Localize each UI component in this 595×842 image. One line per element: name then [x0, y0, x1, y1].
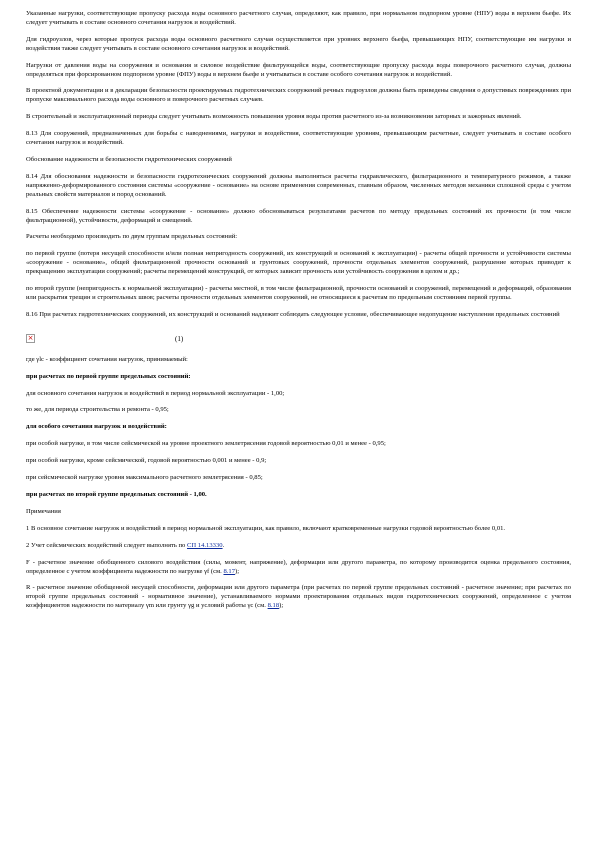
coefficient-heading: для особого сочетания нагрузок и воздействий:	[26, 423, 167, 431]
coefficient-line: где γlc - коэффициент сочетания нагрузок, принимаемый:	[26, 355, 188, 363]
formula-row	[26, 328, 571, 350]
coefficient-line: для основного сочетания нагрузок и воздействий в период нормальной эксплуатации - 1,00;	[26, 389, 285, 397]
paragraph: Указанные нагрузки, соответствующие пропуску расхода воды основного расчетного случая, определяют, как правило, при нормальном подпорном уровне (НПУ) воды в верхнем бьефе. Их следует учитывать в составе основного сочетания нагрузок и воздействий.	[26, 10, 571, 26]
paragraph: 8.16 При расчетах гидротехнических сооружений, их конструкций и оснований надлежит соблюдать следующее условие, обеспечивающее недопущение наступления предельных состояний	[26, 310, 560, 318]
note-2-text: 2 Учет сейсмических воздействий следует выполнять по	[26, 541, 187, 549]
paragraph: В проектной документации и в декларации безопасности проектируемых гидротехнических сооружений речных гидроузлов должны быть приведены сведения о допустимых повреждениях при пропуске максимального расхода воды основного и поверочного расчетных случаев.	[26, 87, 571, 104]
definition-r-end: );	[279, 602, 284, 610]
coefficient-line: при особой нагрузке, в том числе сейсмической на уровне проектного землетрясения годовой вероятностью 0,01 и менее - 0,95;	[26, 440, 386, 448]
definition-r	[26, 584, 571, 611]
broken-image-icon: ×	[27, 334, 34, 343]
definition-r-text: R - расчетное значение обобщенной несущей способности, деформации или другого параметра (при расчетах по первой группе предельных состояний - расчетное значение; при расчетах по второй группе предельных состояний - нормативное значение), устанавливаемого нормами проектирования отдельных видов гидротехнических сооружений, определенное с учетом коэффициентов надежности по материалу γm или грунту γg и условий работы γc (см.	[26, 584, 571, 610]
paragraph: 8.15 Обеспечение надежности системы «сооружение - основание» должно обосновываться результатами расчетов по методу предельных состояний их прочности (в том числе фильтрационной), устойчивости, деформаций и смещений.	[26, 207, 571, 224]
link-sp-14-13330[interactable]: СП 14.13330	[187, 541, 223, 549]
definition-f-end: );	[235, 567, 240, 575]
section-heading: Обоснование надежности и безопасности гидротехнических сооружений	[26, 155, 232, 163]
paragraph: Расчеты необходимо производить по двум группам предельных состояний:	[26, 233, 238, 241]
paragraph: В строительный и эксплуатационный периоды следует учитывать возможность повышения уровня воды против расчетного из-за возникновения заторных и зажорных явлений.	[26, 113, 522, 121]
paragraph: по первой группе (потеря несущей способности и/или полная непригодность сооружений, их конструкций и оснований к эксплуатации) - расчеты общей прочности и устойчивости системы «сооружение - основание», общей фильтрационной прочности оснований и грунтовых сооружений, прочности отдельных элементов сооружений, разрушение которых приводит к прекращению эксплуатации сооружений; расчеты перемещений конструкций, от которых зависит прочность или устойчивость сооружения в целом и др.;	[26, 250, 571, 276]
paragraph: Для гидроузлов, через которые пропуск расхода воды основного расчетного случая осуществляется при уровнях верхнего бьефа, превышающих НПУ, соответствующие им нагрузки и воздействия также следует учитывать в составе основного сочетания нагрузок и воздействий.	[26, 35, 571, 52]
note-1: 1 В основное сочетание нагрузок и воздействий в период нормальной эксплуатации, как правило, включают кратковременные нагрузки годовой вероятностью более 0,01.	[26, 524, 506, 532]
coefficient-heading: при расчетах по второй группе предельных состояний - 1,00.	[26, 491, 207, 498]
coefficient-line: при сейсмической нагрузке уровня максимального расчетного землетрясения - 0,85;	[26, 474, 263, 482]
paragraph: 8.14 Для обоснования надежности и безопасности гидротехнических сооружений должны выполняться расчеты гидравлического, фильтрационного и температурного режимов, а также напряженно-деформированного состояния системы «сооружение - основание» на основе применения современных, главным образом, численных методов механики сплошной среды с учетом реальных свойств материалов и пород оснований.	[26, 172, 571, 198]
note-2	[26, 542, 571, 551]
note-2-end: .	[222, 541, 225, 549]
notes-heading: Примечания	[26, 507, 61, 515]
coefficient-heading: при расчетах по первой группе предельных состояний:	[26, 372, 191, 380]
link-8-18[interactable]: 8.18	[267, 602, 280, 610]
coefficient-line: при особой нагрузке, кроме сейсмической, годовой вероятностью 0,001 и менее - 0,9;	[26, 457, 267, 465]
paragraph: по второй группе (непригодность к нормальной эксплуатации) - расчеты местной, в том числе фильтрационной, прочности оснований и сооружений, перемещений и деформаций, образования или раскрытия трещин и строительных швов; расчеты прочности отдельных элементов сооружений, не относящиеся к расчетам по предельным состояниям первой группы.	[26, 285, 571, 301]
definition-f	[26, 559, 571, 577]
paragraph: Нагрузки от давления воды на сооружения и основания и силовое воздействие фильтрующейся воды, соответствующие пропуску расхода воды поверочного расчетного случая, должны определяться при форсированном подпорном уровне (ФПУ) воды в верхнем бьефе и учитываться в составе особого сочетания нагрузок и воздействий.	[26, 61, 571, 78]
link-8-17[interactable]: 8.17	[223, 567, 236, 575]
paragraph: 8.13 Для сооружений, предназначенных для борьбы с наводнениями, нагрузки и воздействия, соответствующие уровням, превышающим расчетные, следует учитывать в составе особого сочетания нагрузок и воздействий.	[26, 130, 571, 147]
coefficient-line: то же, для периода строительства и ремонта - 0,95;	[26, 406, 169, 414]
formula-number: (1)	[175, 334, 184, 343]
definition-f-text: F - расчетное значение обобщенного силового воздействия (силы, момент, напряжение), деформации или другого параметра, по которому производится оценка предельного состояния, определенное с учетом коэффициента надежности по нагрузке γf (см.	[26, 558, 571, 575]
